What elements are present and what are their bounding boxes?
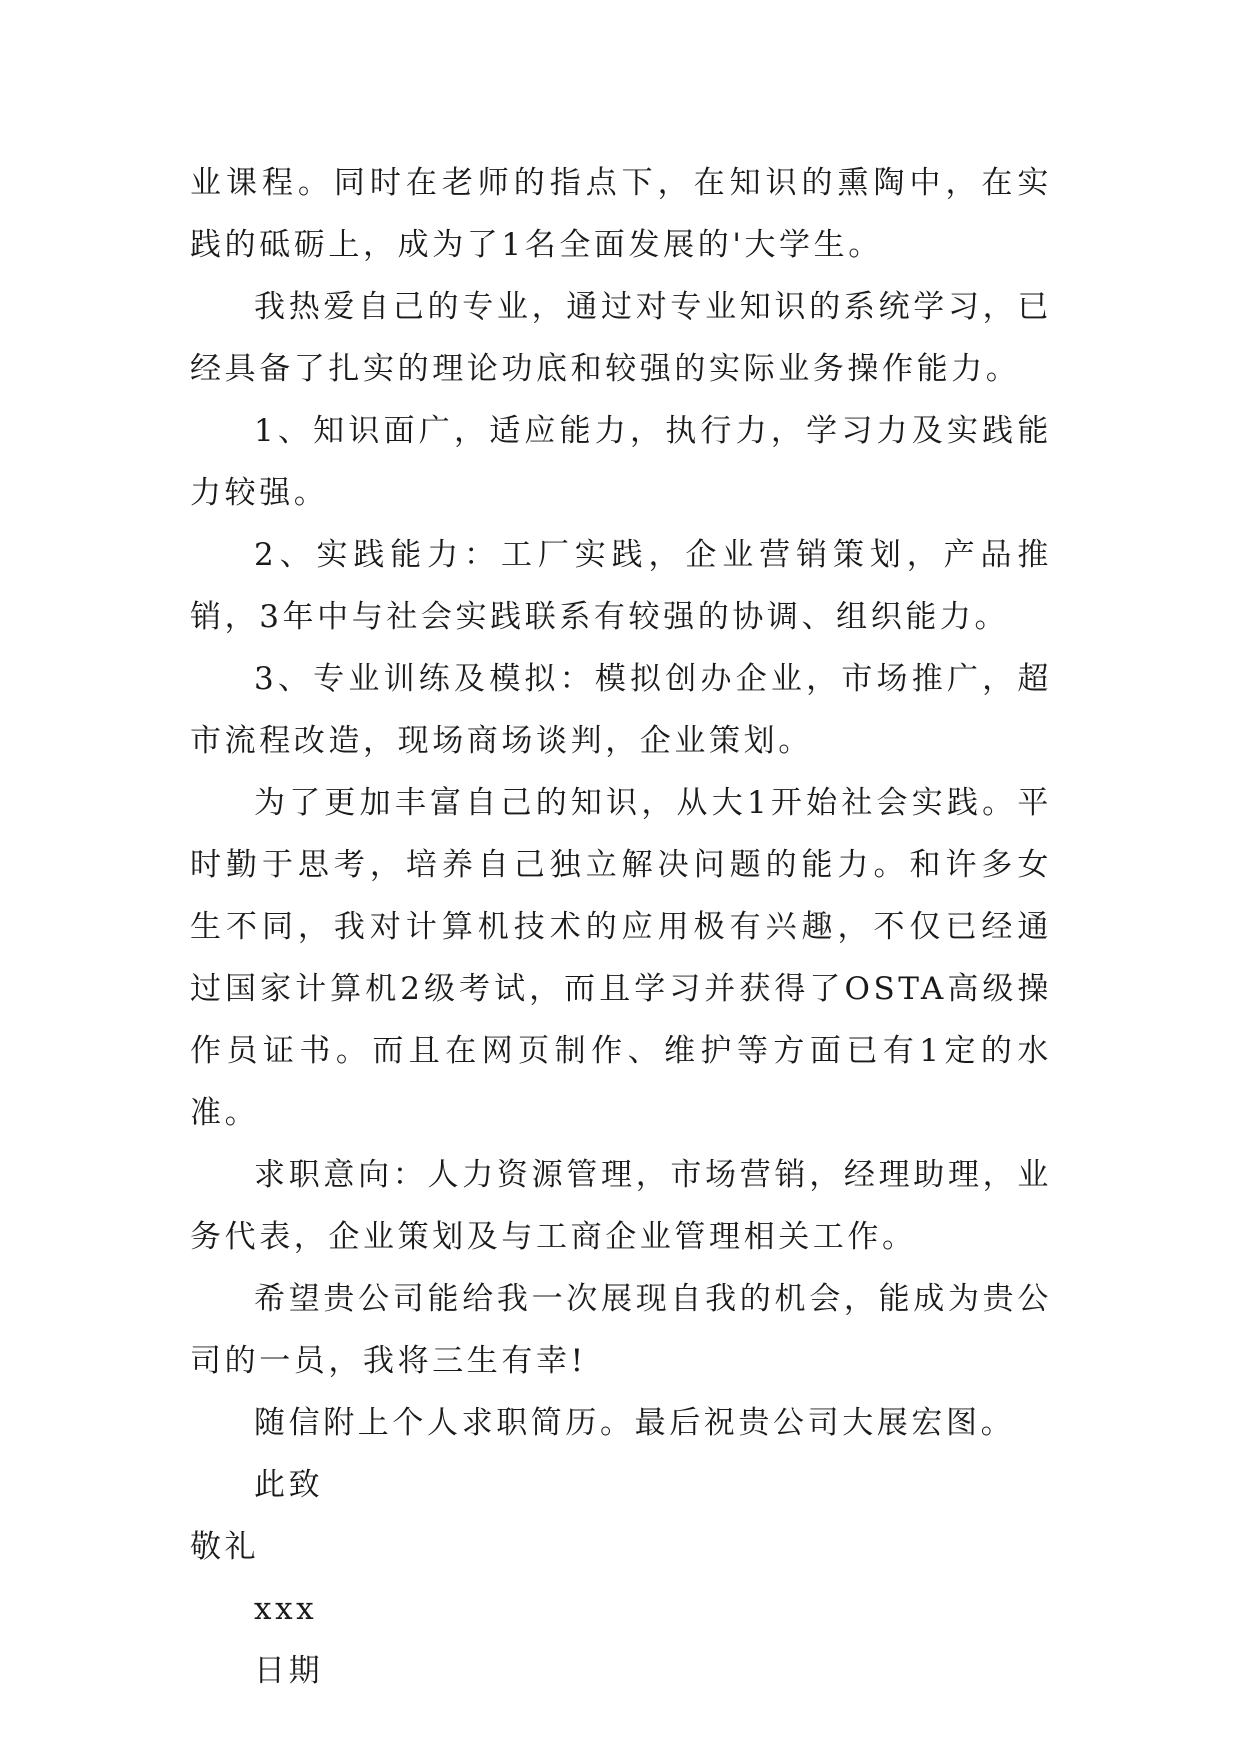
paragraph-2: 我热爱自己的专业，通过对专业知识的系统学习，已经具备了扎实的理论功底和较强的实际业务操作能力。	[190, 289, 1052, 387]
date: 日期	[254, 1653, 324, 1689]
paragraph-8: 希望贵公司能给我一次展现自我的机会，能成为贵公司的一员，我将三生有幸!	[190, 1281, 1052, 1379]
closing-regards: 敬礼	[190, 1529, 260, 1565]
closing-salutation: 此致	[254, 1467, 324, 1503]
paragraph-4: 2、实践能力：工厂实践，企业营销策划，产品推销，3年中与社会实践联系有较强的协调、组织能力。	[190, 537, 1052, 635]
paragraph-6: 为了更加丰富自己的知识，从大1开始社会实践。平时勤于思考，培养自己独立解决问题的能力。和许多女生不同，我对计算机技术的应用极有兴趣，不仅已经通过国家计算机2级考试，而且学习并获得了OSTA高级操作员证书。而且在网页制作、维护等方面已有1定的水准。	[190, 785, 1052, 1131]
paragraph-5: 3、专业训练及模拟：模拟创办企业，市场推广，超市流程改造，现场商场谈判，企业策划。	[190, 661, 1052, 759]
letter-body	[190, 152, 1052, 1702]
paragraph-7: 求职意向：人力资源管理，市场营销，经理助理，业务代表，企业策划及与工商企业管理相关工作。	[190, 1157, 1052, 1255]
paragraph-9: 随信附上个人求职简历。最后祝贵公司大展宏图。	[254, 1405, 1016, 1441]
signature: xxx	[254, 1591, 318, 1627]
paragraph-3: 1、知识面广，适应能力，执行力，学习力及实践能力较强。	[190, 413, 1052, 511]
paragraph-1: 业课程。同时在老师的指点下，在知识的熏陶中，在实践的砥砺上，成为了1名全面发展的'大学生。	[190, 165, 1052, 263]
